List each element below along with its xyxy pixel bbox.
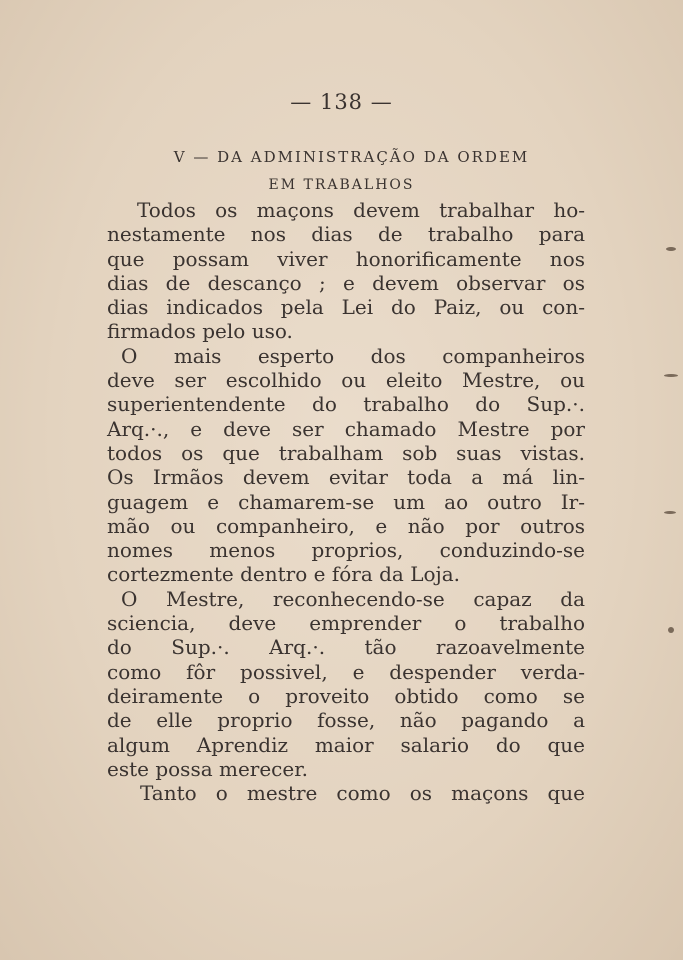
text-line: Arq.·., e deve ser chamado Mestre por [107,416,585,441]
paper-speck [664,511,676,514]
text-line: mão ou companheiro, e não por outros [107,513,585,538]
text-line: deiramente o proveito obtido como se [107,683,585,708]
paper-speck [666,247,676,251]
text-line: algum Aprendiz maior salario do que [107,732,585,757]
text-line: nomes menos proprios, conduzindo-se [107,538,585,563]
text-line: firmados pelo uso. [107,319,293,344]
text-line: como fôr possivel, e despender verda- [107,659,585,684]
text-line: dias de descanço ; e devem observar os [107,270,585,295]
section-heading: V — DA ADMINISTRAÇÃO DA ORDEM [173,148,530,166]
text-line: O Mestre, reconhecendo-se capaz da [121,586,585,611]
text-line: O mais esperto dos companheiros [121,343,585,368]
body-text [107,198,585,805]
text-line: deve ser escolhido ou eleito Mestre, ou [107,368,585,393]
text-line: cortezmente dentro e fóra da Loja. [107,562,461,587]
text-line: do Sup.·. Arq.·. tão razoavelmente [107,635,585,660]
text-line: este possa merecer. [107,756,308,781]
text-line: superientendente do trabalho do Sup.·. [107,392,585,417]
text-line: que possam viver honorificamente nos [107,246,585,271]
text-line: dias indicados pela Lei do Paiz, ou con- [107,295,585,320]
text-line: sciencia, deve emprender o trabalho [107,611,585,636]
text-line: todos os que trabalham sob suas vistas. [107,440,585,465]
text-line: Tanto o mestre como os maçons que [140,781,585,806]
page-number: — 138 — [290,90,393,114]
text-line: Todos os maçons devem trabalhar ho- [137,198,585,222]
paper-speck [668,627,674,633]
text-line: nestamente nos dias de trabalho para [107,222,585,247]
text-line: Os Irmãos devem evitar toda a má lin- [107,465,585,490]
paper-speck [664,374,678,377]
text-line: guagem e chamarem-se um ao outro Ir- [107,489,585,514]
text-line: de elle proprio fosse, não pagando a [107,708,585,733]
section-subheading: EM TRABALHOS [268,177,415,193]
